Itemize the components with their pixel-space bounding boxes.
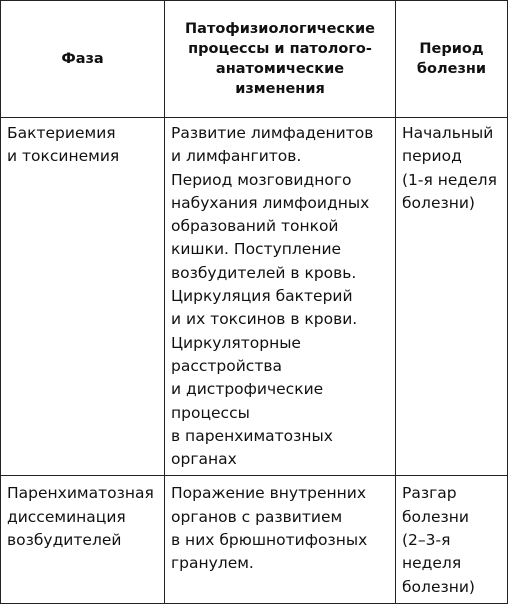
cell-text: Период мозговидного [171,170,352,189]
cell-text: Разгар [402,484,457,503]
cell-text: кишки. Поступление [171,240,342,259]
cell-text: период [402,147,462,166]
cell-text: и дистрофические [171,380,324,399]
cell-text: Циркуляция бактерий [171,287,353,306]
cell-text: органах [171,450,237,469]
cell-period [396,476,508,603]
cell-text: процессы [171,403,250,422]
header-row [1,1,508,118]
cell-text: образований тонкой [171,217,339,236]
cell-text: расстройства [171,356,282,375]
header-phase [1,1,165,118]
header-text: Фаза [61,51,104,67]
cell-text: диссеминация [7,507,126,526]
cell-text: неделя [402,554,462,573]
header-text: болезни [416,61,487,77]
table-row [1,476,508,603]
header-text: анатомические [215,61,345,77]
cell-text: и токсинемия [7,147,120,166]
cell-processes [165,118,396,476]
cell-text: болезни) [402,577,475,596]
header-text: процессы и патолого- [188,41,372,57]
cell-text: Бактериемия [7,124,116,142]
header-text: Патофизиологические [185,21,375,37]
table-row [1,118,508,476]
header-text: изменения [235,81,325,97]
header-processes [165,1,396,118]
cell-processes [165,476,396,603]
cell-text: Развитие лимфаденитов [171,124,374,142]
header-text: Период [419,41,484,57]
cell-text: (2–3-я [402,531,451,550]
cell-text: набухания лимфоидных [171,193,370,212]
cell-period [396,118,508,476]
cell-text: возбудителей в кровь. [171,263,357,282]
cell-text: Поражение внутренних [171,484,367,503]
cell-text: органов с развитием [171,507,343,526]
cell-text: и лимфангитов. [171,147,302,166]
cell-text: Паренхиматозная [7,484,154,503]
cell-text: Начальный [402,124,494,142]
cell-text: Циркуляторные [171,333,301,352]
header-period [396,1,508,118]
cell-text: (1-я неделя [402,170,497,189]
cell-phase [1,476,165,603]
cell-text: и их токсинов в крови. [171,310,358,329]
cell-text: в них брюшнотифозных [171,531,368,550]
cell-text: возбудителей [7,531,122,550]
cell-text: болезни) [402,193,475,212]
cell-phase [1,118,165,476]
cell-text: болезни [402,507,469,526]
cell-text: гранулем. [171,554,254,573]
cell-text: в паренхиматозных [171,426,333,445]
